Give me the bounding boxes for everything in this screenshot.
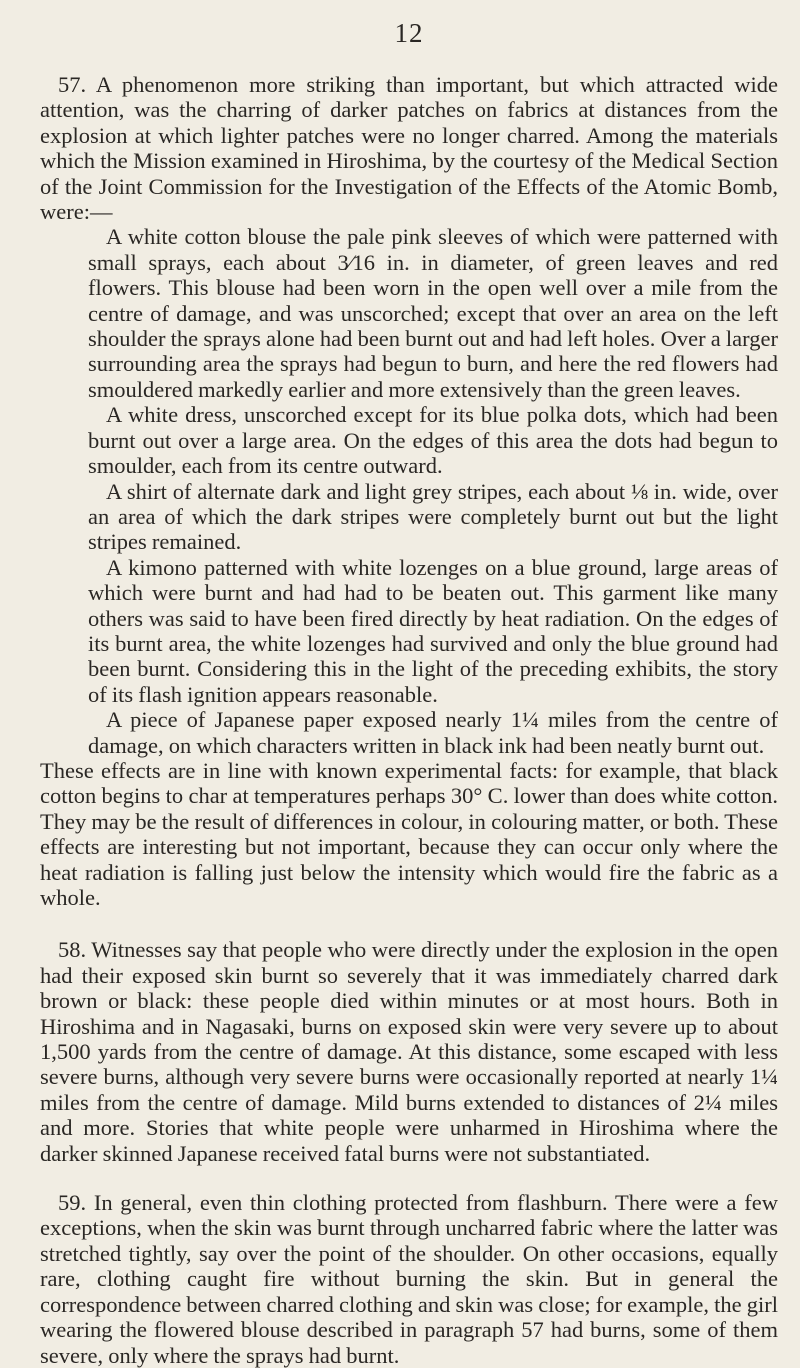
paragraph-58: 58. Witnesses say that people who were directly under the explosion in the open had their exposed skin burnt so severely that it was immediately charred dark brown or black: these people died within minutes or at most hours. Both in Hiroshima and in Nagasaki, burns on exposed skin were very severe up to about 1,500 yards from the centre of damage. At this distance, some escaped with less severe burns, although very severe burns were occasionally reported at nearly 1¼ miles from the centre of damage. Mild burns extended to distances of 2¼ miles and more. Stories that white people were unharmed in Hiroshima where the darker skinned Japanese received fatal burns were not substantiated. (40, 937, 778, 1166)
exhibit-dress: A white dress, unscorched except for its blue polka dots, which had been burnt out over a large area. On the edges of this area the dots had begun to smoulder, each from its centre outward. (88, 402, 778, 479)
exhibit-shirt: A shirt of alternate dark and light grey stripes, each about ⅛ in. wide, over an area of which the dark stripes were completely burnt out but the light stripes remained. (88, 478, 778, 555)
paragraph-57-intro: 57. A phenomenon more striking than important, but which attracted wide attention, was the charring of darker patches on fabrics at distances from the explosion at which lighter patches were no longer charred. Among the materials which the Mission examined in Hiroshima, by the courtesy of the Medical Section of the Joint Commission for the Investigation of the Effects of the Atomic Bomb, were:— (40, 72, 778, 225)
paragraph-57-conclusion: These effects are in line with known experimental facts: for example, that black cotton begins to char at temperatures perhaps 30° C. lower than does white cotton. They may be the result of differences in colour, in colouring matter, or both. These effects are interesting but not important, because they can occur only where the heat radiation is falling just below the intensity which would fire the fabric as a whole. (40, 757, 778, 910)
spacer (40, 1166, 778, 1190)
paragraph-59: 59. In general, even thin clothing protected from flashburn. There were a few exceptions, when the skin was burnt through uncharred fabric where the latter was stretched tightly, say over the point of the shoulder. On other occasions, equally rare, clothing caught fire without burning the skin. But in general the correspondence between charred clothing and skin was close; for example, the girl wearing the flowered blouse described in paragraph 57 had burns, some of them severe, only where the sprays had burnt. (40, 1190, 778, 1368)
exhibit-list (40, 224, 778, 758)
page-number: 12 (394, 18, 424, 48)
spacer (40, 910, 778, 937)
exhibit-kimono: A kimono patterned with white lozenges on a blue ground, large areas of which were burnt and had had to be beaten out. This garment like many others was said to have been fired directly by heat radiation. On the edges of its burnt area, the white lozenges had survived and only the blue ground had been burnt. Considering this in the light of the preceding exhibits, the story of its flash ignition appears reasonable. (88, 554, 778, 707)
exhibit-blouse: A white cotton blouse the pale pink sleeves of which were patterned with small sprays, each about 3⁄16 in. in diameter, of green leaves and red flowers. This blouse had been worn in the open well over a mile from the centre of damage, and was unscorched; except that over an area on the left shoulder the sprays alone had been burnt out and had left holes. Over a larger surrounding area the sprays had begun to burn, and here the red flowers had smouldered markedly earlier and more extensively than the green leaves. (88, 224, 778, 402)
exhibit-paper: A piece of Japanese paper exposed nearly 1¼ miles from the centre of damage, on which characters written in black ink had been neatly burnt out. (88, 707, 778, 758)
